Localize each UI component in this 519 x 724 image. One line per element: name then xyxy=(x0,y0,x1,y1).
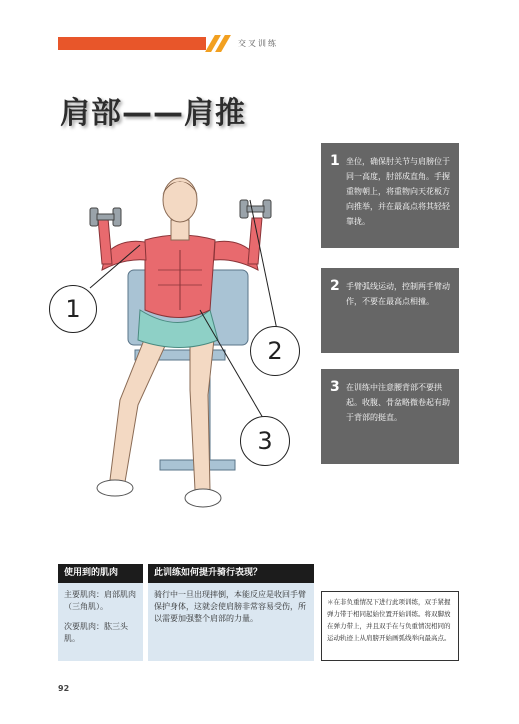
page-number: 92 xyxy=(58,684,70,693)
section-category: 交叉训练 xyxy=(238,39,278,48)
resistance-band-note: ＊在非负重情况下进行此项训练，双手紧握弹力带于相同起始位置开始训练。将双脚放在弹力带上，并且双手在与负重情况相同的运动轨迹上从肩膀开始画弧线举向最高点。 xyxy=(321,591,459,661)
secondary-muscles: 次要肌肉：肱三头肌。 xyxy=(64,622,128,643)
callout-3: 3 xyxy=(240,416,290,466)
callout-1: 1 xyxy=(49,285,97,333)
step-text: 手臂弧线运动，控制两手臂动作，不要在最高点相撞。 xyxy=(346,282,450,306)
step-1-box xyxy=(321,143,459,248)
riding-panel-heading: 此训练如何提升骑行表现？ xyxy=(148,564,314,583)
step-3-box xyxy=(321,369,459,464)
callout-2: 2 xyxy=(250,326,300,376)
step-number: 3 xyxy=(330,379,340,395)
step-text: 在训练中注意腰背部不要拱起。收腹、骨盆略微卷起有助于背部的挺直。 xyxy=(346,383,450,422)
step-number: 2 xyxy=(330,278,340,294)
step-text: 坐位，确保肘关节与肩膀位于同一高度，肘部成直角。手握重物朝上，将重物向天花板方向推举，并在最高点将其轻轻靠拢。 xyxy=(346,157,450,226)
header-accent-bar xyxy=(58,37,206,50)
page-title: 肩部——肩推 xyxy=(60,96,246,131)
riding-panel-body: 骑行中一旦出现摔倒，本能反应是收回手臂保护身体，这就会使肩膀非常容易受伤，所以需要加强整个肩部的力量。 xyxy=(148,583,314,661)
muscles-panel-heading: 使用到的肌肉 xyxy=(58,564,143,583)
step-number: 1 xyxy=(330,153,340,169)
primary-muscles: 主要肌肉：肩部肌肉（三角肌）。 xyxy=(64,590,136,611)
muscles-panel-body xyxy=(58,583,143,661)
step-2-box xyxy=(321,268,459,353)
